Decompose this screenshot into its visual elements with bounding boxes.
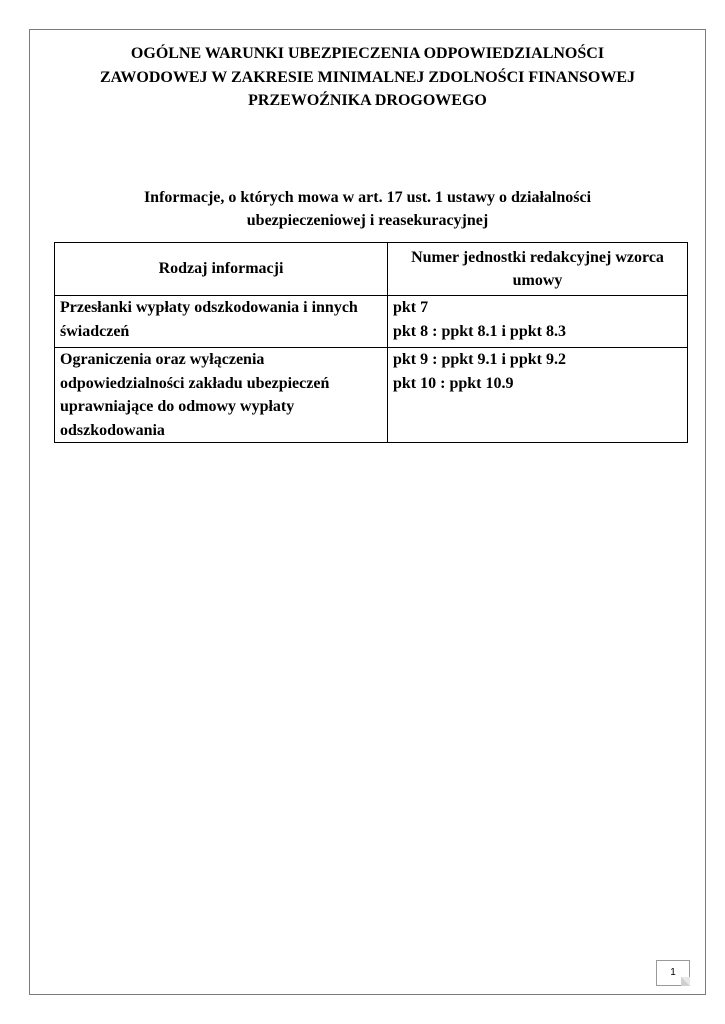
- cell-line: pkt 7: [393, 299, 429, 316]
- cell-line: pkt 8 : ppkt 8.1 i ppkt 8.3: [393, 322, 566, 340]
- table-row: [55, 296, 688, 348]
- cell-information-type: [55, 296, 388, 348]
- cell-line: pkt 9 : ppkt 9.1 i ppkt 9.2: [393, 351, 566, 368]
- information-table: [54, 242, 688, 443]
- page-frame: [29, 29, 706, 995]
- title-line: PRZEWOŹNIKA DROGOWEGO: [248, 92, 487, 109]
- table-row: [55, 348, 688, 443]
- header-unit-number: Numer jednostki redakcyjnej wzorca umowy: [388, 243, 688, 296]
- cell-unit-number: [388, 296, 688, 348]
- cell-unit-number: [388, 348, 688, 443]
- cell-information-type: [55, 348, 388, 443]
- section-heading: [29, 186, 706, 232]
- cell-line: świadczeń: [60, 322, 130, 340]
- cell-line: Ograniczenia oraz wyłączenia: [60, 351, 265, 368]
- table-header-row: [55, 243, 688, 296]
- section-heading-line: Informacje, o których mowa w art. 17 ust. 1 ustawy o działalności: [143, 189, 592, 206]
- cell-line: pkt 10 : ppkt 10.9: [393, 374, 514, 392]
- page-number: [656, 960, 690, 986]
- document-title: [29, 42, 706, 113]
- page-curl-icon: [681, 977, 690, 986]
- header-information-type: Rodzaj informacji: [55, 243, 388, 296]
- cell-line: odszkodowania: [60, 421, 165, 439]
- title-line: ZAWODOWEJ W ZAKRESIE MINIMALNEJ ZDOLNOŚCI FINANSOWEJ: [99, 68, 636, 86]
- cell-line: Przesłanki wypłaty odszkodowania i innych: [60, 299, 358, 316]
- page-number-text: 1: [670, 967, 676, 978]
- section-heading-line: ubezpieczeniowej i reasekuracyjnej: [246, 212, 489, 229]
- title-line: OGÓLNE WARUNKI UBEZPIECZENIA ODPOWIEDZIALNOŚCI: [130, 45, 605, 62]
- cell-line: uprawniające do odmowy wypłaty: [60, 398, 295, 415]
- cell-line: odpowiedzialności zakładu ubezpieczeń: [60, 374, 330, 392]
